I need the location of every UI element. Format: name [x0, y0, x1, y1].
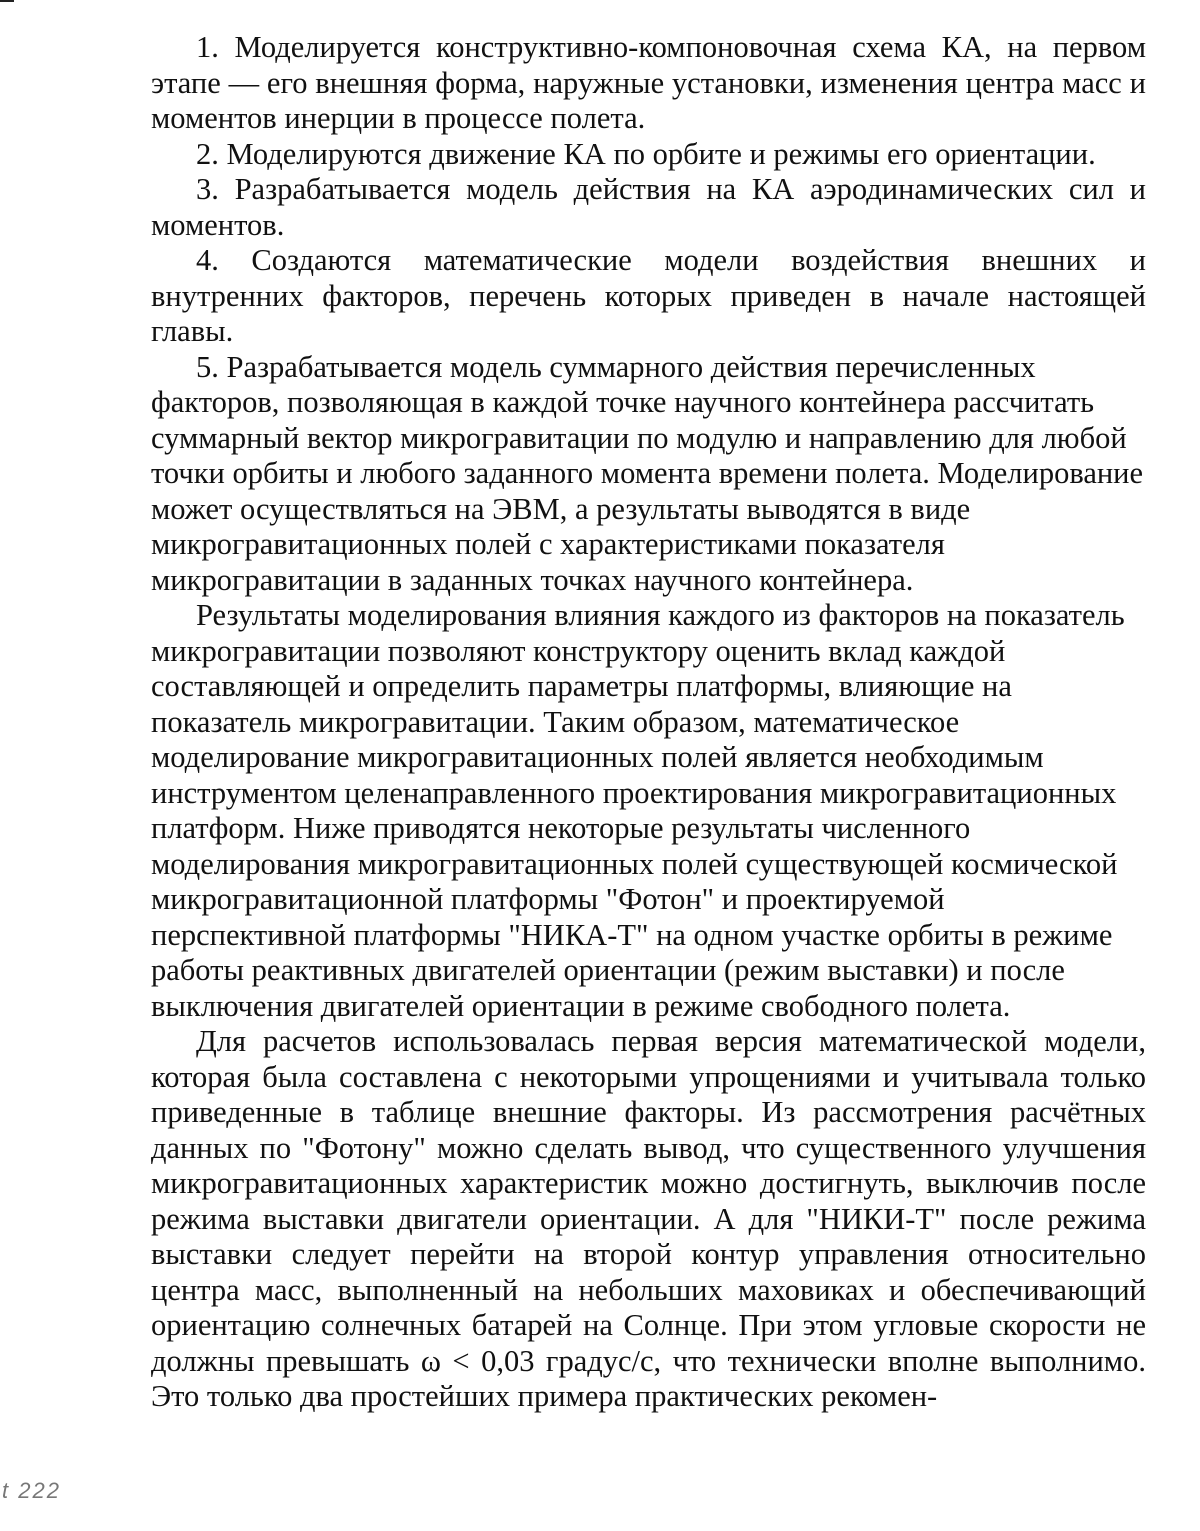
body-paragraph-calculations: Для расчетов использовалась первая версия математической модели, которая была составлена с некоторыми упрощениями и учитывала только приведенные в таблице внешние факторы. Из рассмотрения расчётных данных по "Фотону" можно сделать вывод, что существенного улучшения микрогравитационных характеристик можно достигнуть, выключив после режима выставки двигатели ориентации. А для "НИКИ-Т" после режима выставки следует перейти на второй контур управления относительно центра масс, выполненный на небольших маховиках и обеспечивающий ориентацию солнечных батарей на Солнце. При этом угловые скорости не должны превышать ω < 0,03 градус/с, что технически вполне выполнимо. Это только два простейших примера практических рекомен-	[151, 1024, 1146, 1413]
document-page-body	[151, 30, 1146, 1415]
list-item-5: 5. Разрабатывается модель суммарного действия перечисленных факторов, позволяющая в каждой точке научного контейнера рассчитать суммарный вектор микрогравитации по модулю и направлению для любой точки орбиты и любого заданного момента времени полета. Моделирование может осуществляться на ЭВМ, а результаты выводятся в виде микрогравитационных полей с характеристиками показателя микрогравитации в заданных точках научного контейнера.	[151, 349, 1144, 597]
page-number-stamp: t 222	[2, 1478, 61, 1503]
list-item-4: 4. Создаются математические модели воздействия внешних и внутренних факторов, перечень которых приведен в начале настоящей главы.	[151, 243, 1146, 348]
corner-tick-mark	[0, 0, 14, 2]
list-item-3: 3. Разрабатывается модель действия на КА аэродинамических сил и моментов.	[151, 172, 1146, 242]
list-item-1: 1. Моделируется конструктивно-компоновочная схема КА, на первом этапе — его внешняя форма, наружные установки, изменения центра масс и моментов инерции в процессе полета.	[151, 30, 1146, 135]
body-paragraph-results: Результаты моделирования влияния каждого из факторов на показатель микрогравитации позволяют конструктору оценить вклад каждой составляющей и определить параметры платформы, влияющие на показатель микрогравитации. Таким образом, математическое моделирование микрогравитационных полей является необходимым инструментом целенаправленного проектирования микрогравитационных платформ. Ниже приводятся некоторые результаты численного моделирования микрогравитационных полей существующей космической микрогравитационной платформы "Фотон" и проектируемой перспективной платформы "НИКА-Т" на одном участке орбиты в режиме работы реактивных двигателей ориентации (режим выставки) и после выключения двигателей ориентации в режиме свободного полета.	[151, 598, 1125, 1023]
list-item-2: 2. Моделируются движение КА по орбите и режимы его ориентации.	[196, 136, 1096, 171]
